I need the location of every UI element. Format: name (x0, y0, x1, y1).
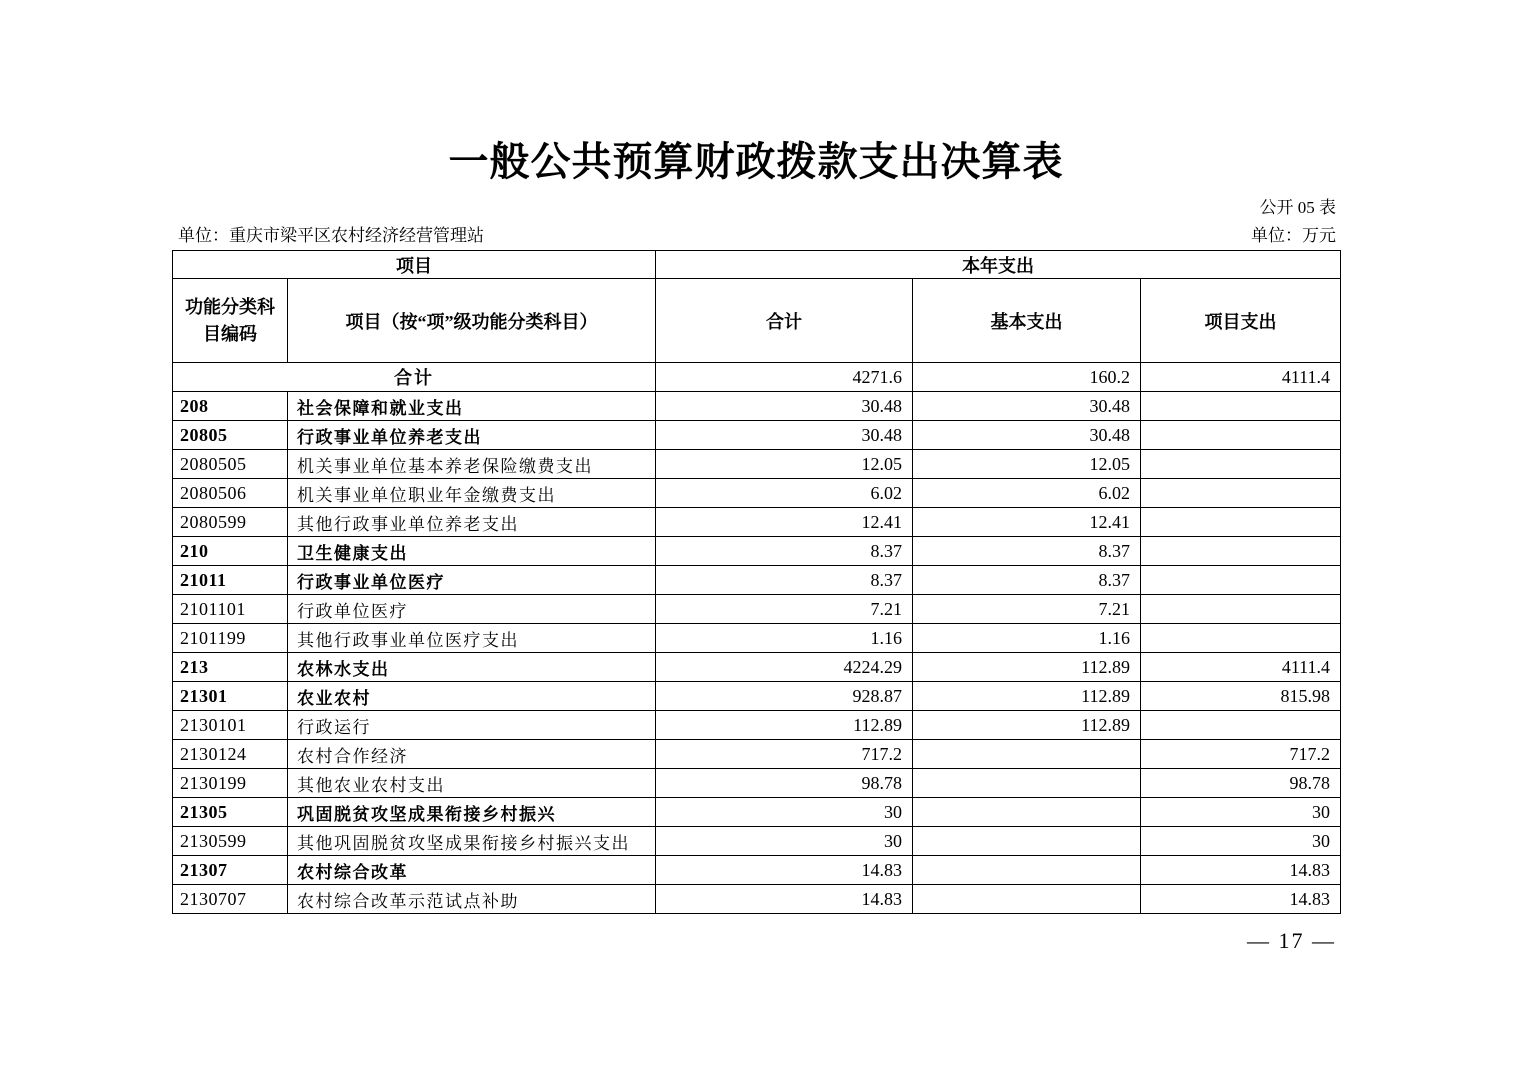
item-name-cell: 农村合作经济 (288, 740, 656, 769)
basic-expense-cell (913, 769, 1141, 798)
item-name-cell: 其他巩固脱贫攻坚成果衔接乡村振兴支出 (288, 827, 656, 856)
basic-expense-cell: 12.05 (913, 450, 1141, 479)
form-number-label: 公开 05 表 (1259, 198, 1336, 217)
project-expense-cell (1141, 595, 1341, 624)
total-cell: 30.48 (656, 421, 913, 450)
item-name-cell: 农村综合改革示范试点补助 (288, 885, 656, 914)
item-name-cell: 社会保障和就业支出 (288, 392, 656, 421)
project-expense-cell: 14.83 (1141, 856, 1341, 885)
page-title: 一般公共预算财政拨款支出决算表 (448, 139, 1064, 184)
basic-expense-cell: 30.48 (913, 392, 1141, 421)
code-cell: 2101199 (173, 624, 288, 653)
table-row (173, 537, 1341, 566)
code-cell: 2130599 (173, 827, 288, 856)
basic-expense-cell: 112.89 (913, 711, 1141, 740)
document-page (172, 0, 1340, 954)
table-row (173, 653, 1341, 682)
item-name-cell: 行政运行 (288, 711, 656, 740)
item-name-cell: 其他行政事业单位养老支出 (288, 508, 656, 537)
code-cell: 20805 (173, 421, 288, 450)
table-row (173, 798, 1341, 827)
code-cell: 21307 (173, 856, 288, 885)
table-row (173, 682, 1341, 711)
budget-table (172, 250, 1341, 914)
table-row (173, 392, 1341, 421)
table-row (173, 885, 1341, 914)
item-name-cell: 农业农村 (288, 682, 656, 711)
project-expense-cell: 30 (1141, 798, 1341, 827)
total-cell: 717.2 (656, 740, 913, 769)
code-cell: 2130124 (173, 740, 288, 769)
project-expense-cell (1141, 421, 1341, 450)
total-row (173, 363, 1341, 392)
total-cell: 4224.29 (656, 653, 913, 682)
table-row (173, 479, 1341, 508)
table-row (173, 624, 1341, 653)
project-expense-cell: 30 (1141, 827, 1341, 856)
total-cell: 12.41 (656, 508, 913, 537)
basic-expense-cell: 1.16 (913, 624, 1141, 653)
basic-expense-cell (913, 798, 1141, 827)
header-item-group: 项目 (173, 251, 656, 279)
basic-expense-cell (913, 827, 1141, 856)
total-cell: 30.48 (656, 392, 913, 421)
project-expense-cell (1141, 508, 1341, 537)
project-expense-cell (1141, 624, 1341, 653)
table-row (173, 421, 1341, 450)
table-row (173, 450, 1341, 479)
basic-expense-cell: 30.48 (913, 421, 1141, 450)
table-row (173, 856, 1341, 885)
code-cell: 210 (173, 537, 288, 566)
project-expense-cell: 717.2 (1141, 740, 1341, 769)
item-name-cell: 行政事业单位养老支出 (288, 421, 656, 450)
total-cell: 12.05 (656, 450, 913, 479)
basic-expense-cell: 7.21 (913, 595, 1141, 624)
table-header-group-row (173, 251, 1341, 279)
total-cell: 14.83 (656, 885, 913, 914)
basic-expense-cell: 112.89 (913, 653, 1141, 682)
project-expense-cell (1141, 392, 1341, 421)
basic-expense-cell: 112.89 (913, 682, 1141, 711)
total-row-project: 4111.4 (1141, 363, 1341, 392)
total-cell: 8.37 (656, 537, 913, 566)
total-cell: 30 (656, 798, 913, 827)
item-name-cell: 卫生健康支出 (288, 537, 656, 566)
code-cell: 21301 (173, 682, 288, 711)
code-cell: 2130199 (173, 769, 288, 798)
item-name-cell: 机关事业单位职业年金缴费支出 (288, 479, 656, 508)
project-expense-cell: 815.98 (1141, 682, 1341, 711)
project-expense-cell (1141, 450, 1341, 479)
total-cell: 7.21 (656, 595, 913, 624)
unit-line (172, 225, 1340, 247)
basic-expense-cell: 8.37 (913, 537, 1141, 566)
basic-expense-cell: 6.02 (913, 479, 1141, 508)
item-name-cell: 行政单位医疗 (288, 595, 656, 624)
code-cell: 2080599 (173, 508, 288, 537)
header-project-col: 项目支出 (1141, 279, 1341, 363)
code-cell: 2130101 (173, 711, 288, 740)
total-row-basic: 160.2 (913, 363, 1141, 392)
project-expense-cell: 4111.4 (1141, 653, 1341, 682)
table-row (173, 566, 1341, 595)
table-row (173, 827, 1341, 856)
table-header-col-row (173, 279, 1341, 363)
code-cell: 2080506 (173, 479, 288, 508)
project-expense-cell: 14.83 (1141, 885, 1341, 914)
total-cell: 14.83 (656, 856, 913, 885)
code-cell: 208 (173, 392, 288, 421)
unit-name-label: 单位：重庆市梁平区农村经济经营管理站 (178, 226, 484, 245)
code-cell: 2080505 (173, 450, 288, 479)
table-row (173, 769, 1341, 798)
item-name-cell: 农村综合改革 (288, 856, 656, 885)
item-name-cell: 机关事业单位基本养老保险缴费支出 (288, 450, 656, 479)
project-expense-cell (1141, 566, 1341, 595)
header-code-col: 功能分类科目编码 (173, 279, 288, 363)
total-cell: 1.16 (656, 624, 913, 653)
project-expense-cell (1141, 711, 1341, 740)
header-basic-col: 基本支出 (913, 279, 1141, 363)
basic-expense-cell (913, 740, 1141, 769)
basic-expense-cell: 8.37 (913, 566, 1141, 595)
table-row (173, 740, 1341, 769)
unit-measure-label: 单位：万元 (1251, 226, 1336, 245)
code-cell: 21011 (173, 566, 288, 595)
code-cell: 213 (173, 653, 288, 682)
item-name-cell: 巩固脱贫攻坚成果衔接乡村振兴 (288, 798, 656, 827)
table-row (173, 711, 1341, 740)
item-name-cell: 其他农业农村支出 (288, 769, 656, 798)
item-name-cell: 农林水支出 (288, 653, 656, 682)
total-cell: 112.89 (656, 711, 913, 740)
project-expense-cell (1141, 537, 1341, 566)
basic-expense-cell (913, 885, 1141, 914)
total-cell: 928.87 (656, 682, 913, 711)
header-item-col: 项目（按“项”级功能分类科目） (288, 279, 656, 363)
code-cell: 2130707 (173, 885, 288, 914)
basic-expense-cell (913, 856, 1141, 885)
header-year-expense-group: 本年支出 (656, 251, 1341, 279)
table-row (173, 595, 1341, 624)
total-cell: 6.02 (656, 479, 913, 508)
project-expense-cell: 98.78 (1141, 769, 1341, 798)
code-cell: 2101101 (173, 595, 288, 624)
total-row-label: 合计 (173, 363, 656, 392)
item-name-cell: 其他行政事业单位医疗支出 (288, 624, 656, 653)
page-number: — 17 — (1247, 928, 1336, 953)
project-expense-cell (1141, 479, 1341, 508)
item-name-cell: 行政事业单位医疗 (288, 566, 656, 595)
code-cell: 21305 (173, 798, 288, 827)
total-row-total: 4271.6 (656, 363, 913, 392)
total-cell: 8.37 (656, 566, 913, 595)
table-row (173, 508, 1341, 537)
total-cell: 30 (656, 827, 913, 856)
total-cell: 98.78 (656, 769, 913, 798)
basic-expense-cell: 12.41 (913, 508, 1141, 537)
header-total-col: 合计 (656, 279, 913, 363)
